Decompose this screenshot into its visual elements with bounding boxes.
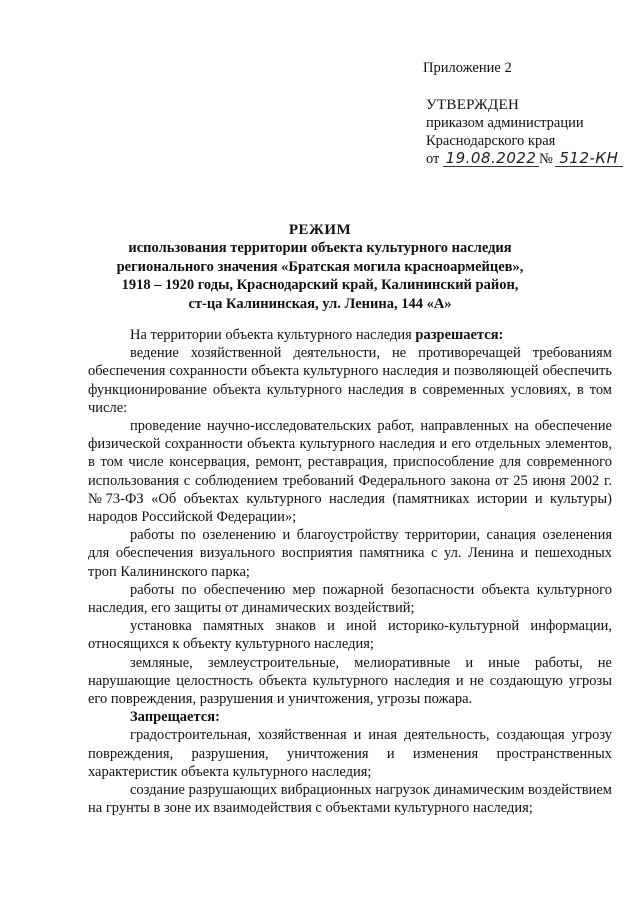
- handwritten-date: 19.08.2022: [443, 151, 539, 167]
- intro-text: На территории объекта культурного наследия: [130, 327, 416, 343]
- intro-paragraph: [88, 326, 612, 344]
- allowed-paragraph: проведение научно-исследовательских работ, направленных на обеспечение физической сохранности объекта культурного наследия и его отдельных элементов, в том числе консервация, ремонт, реставрация, приспособление для современного использования с соблюдением требований Федерального закона от 25 июня 2002 г. №73-ФЗ «Об объектах культурного наследия (памятниках истории и культуры) народов Российской Федерации»;: [88, 418, 612, 526]
- number-prefix: №: [539, 151, 553, 167]
- handwritten-number: 512-КН: [555, 151, 623, 167]
- title-line: регионального значения «Братская могила красноармейцев»,: [116, 258, 524, 275]
- document-body: [88, 326, 612, 817]
- appendix-label: Приложение 2: [423, 60, 512, 76]
- title-line: 1918 – 1920 годы, Краснодарский край, Калининский район,: [121, 277, 519, 293]
- title-line: использования территории объекта культурного наследия: [128, 240, 512, 256]
- title-line: ст-ца Калининская, ул. Ленина, 144 «А»: [188, 295, 452, 312]
- allowed-paragraph: работы по обеспечению мер пожарной безопасности объекта культурного наследия, его защиты от динамических воздействий;: [88, 581, 612, 617]
- approved-by-line-1: приказом администрации: [426, 115, 584, 131]
- date-prefix: от: [426, 151, 440, 167]
- title-main: РЕЖИМ: [288, 222, 352, 238]
- intro-bold: разрешается:: [415, 327, 504, 343]
- forbidden-heading: Запрещается:: [130, 709, 220, 726]
- approved-title: УТВЕРЖДЕН: [426, 97, 520, 113]
- forbidden-paragraph: создание разрушающих вибрационных нагрузок динамическим воздействием на грунты в зоне их взаимодействия с объектами культурного наследия;: [88, 782, 612, 817]
- forbidden-paragraph: градостроительная, хозяйственная и иная деятельность, создающая угрозу повреждения, разрушения, уничтожения и изменения пространственных характеристик объекта культурного наследия;: [88, 727, 612, 780]
- allowed-paragraph: установка памятных знаков и иной историко-культурной информации, относящихся к объекту культурного наследия;: [88, 618, 612, 653]
- approval-block: [426, 96, 623, 168]
- allowed-paragraph: ведение хозяйственной деятельности, не противоречащей требованиям обеспечения сохранности объекта культурного наследия и позволяющей обеспечить функционирование объекта культурного наследия в современных условиях, в том числе:: [88, 345, 612, 416]
- order-date-number-line: [426, 150, 623, 168]
- approved-by-line-2: Краснодарского края: [426, 133, 556, 149]
- document-title: [90, 221, 550, 313]
- allowed-paragraph: земляные, землеустроительные, мелиоративные и иные работы, не нарушающие целостность объекта культурного наследия и не создающую угрозы его повреждения, разрушения и уничтожения, угрозы пожара.: [88, 654, 612, 708]
- allowed-paragraph: работы по озеленению и благоустройству территории, санация озеленения для обеспечения визуального восприятия памятника с ул. Ленина и пешеходных троп Калининского парка;: [88, 527, 612, 580]
